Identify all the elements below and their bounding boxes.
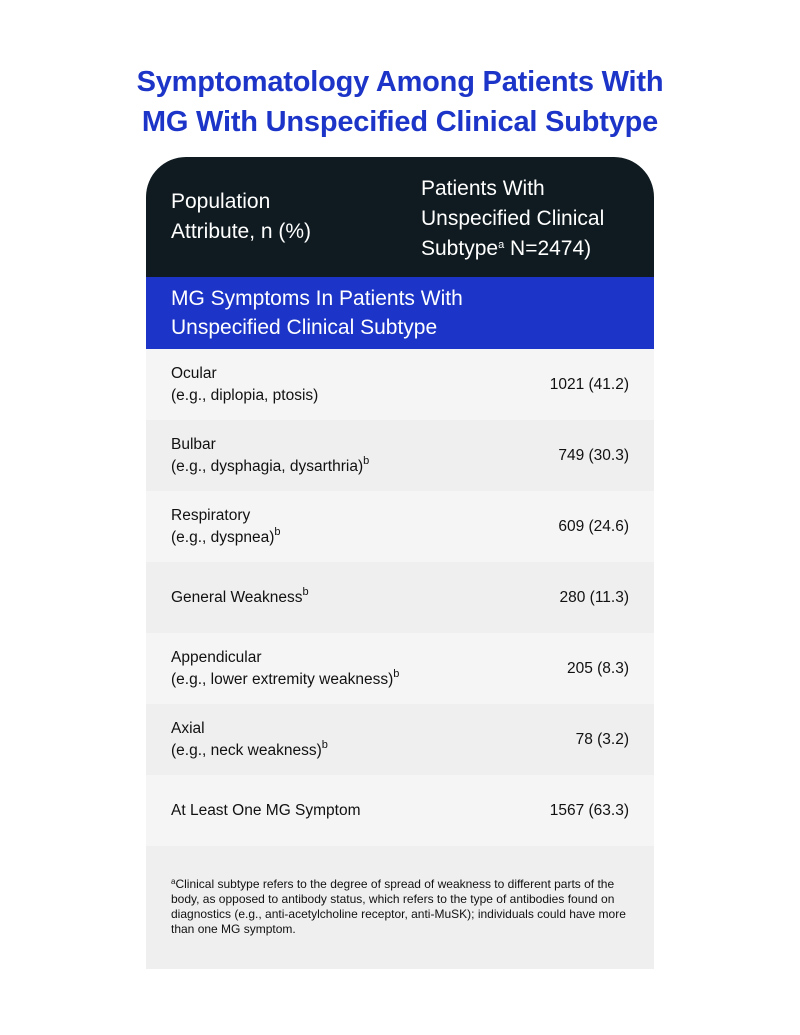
symptom-examples (171, 385, 318, 407)
patient-count: 205 (8.3) (566, 659, 629, 677)
row-label (171, 587, 309, 609)
header-footnote-marker: a (498, 239, 505, 251)
footnote-body: Clinical subtype refers to the degree of spread of weakness to different parts of the body, as opposed to antibody status, which refers to the type of antibodies found on diagnostics (e.g., anti-acetylcholine receptor, anti-MuSK); individuals could have more than one MG symptom. (171, 877, 626, 936)
patient-count: 1021 (41.2) (549, 375, 629, 393)
title-line-2: MG With Unspecified Clinical Subtype (141, 106, 659, 138)
section-title (171, 284, 531, 342)
symptom-name: Bulbar (171, 435, 216, 453)
symptom-name: At Least One MG Symptom (171, 801, 361, 819)
row-label (171, 434, 369, 478)
header-col2-line3-post: N=2474) (504, 237, 592, 260)
patient-count: 280 (11.3) (559, 588, 629, 606)
title-line-1: Symptomatology Among Patients With (136, 66, 664, 98)
row-label (171, 363, 318, 407)
section-line-2: Unspecified Clinical Subtype (171, 316, 438, 339)
table-header (146, 157, 654, 277)
symptom-examples-text: (e.g., neck weakness) (171, 741, 322, 759)
symptom-examples-text: (e.g., lower extremity weakness) (171, 670, 394, 688)
footnote-text (171, 877, 632, 937)
header-patients-unspecified (421, 174, 604, 264)
symptom-examples (171, 740, 328, 762)
table-body (146, 349, 654, 846)
row-label (171, 718, 328, 762)
table-row (146, 349, 654, 420)
row-label-line (171, 585, 309, 606)
table-row (146, 633, 654, 704)
symptom-name: Ocular (171, 364, 217, 382)
row-label (171, 505, 281, 549)
patient-count: 1567 (63.3) (549, 801, 629, 819)
footnote-marker: b (363, 454, 370, 467)
header-population-attribute (171, 187, 311, 247)
header-col1-line1: Population (171, 190, 271, 213)
symptom-table (146, 157, 654, 969)
header-col2-line3-pre: Subtype (421, 237, 499, 260)
symptom-examples-text: (e.g., diplopia, ptosis) (171, 386, 319, 404)
symptom-name: Respiratory (171, 506, 251, 524)
symptom-examples-text: (e.g., dyspnea) (171, 528, 275, 546)
section-line-1: MG Symptoms In Patients With (171, 287, 463, 310)
symptom-examples (171, 456, 369, 478)
table-row (146, 775, 654, 846)
section-header (146, 277, 654, 349)
footnote-marker: b (274, 525, 281, 538)
symptom-name: General Weakness (171, 588, 303, 606)
header-col2-line3 (421, 234, 604, 264)
patient-count: 749 (30.3) (558, 446, 629, 464)
footnote-marker: b (321, 738, 328, 751)
footnote (146, 846, 654, 969)
table-row (146, 562, 654, 633)
table-row (146, 491, 654, 562)
symptom-name: Axial (171, 719, 205, 737)
footnote-marker: b (393, 667, 400, 680)
patient-count: 609 (24.6) (558, 517, 629, 535)
footnote-marker: b (302, 585, 309, 598)
table-row (146, 420, 654, 491)
symptom-name: Appendicular (171, 648, 262, 666)
row-label (171, 800, 361, 822)
symptom-examples (171, 527, 281, 549)
symptom-examples-text: (e.g., dysphagia, dysarthria) (171, 457, 364, 475)
header-col1-line2: Attribute, n (%) (171, 220, 312, 243)
page-title (0, 62, 800, 142)
row-label (171, 647, 399, 691)
symptom-examples (171, 669, 399, 691)
header-col2-line2: Unspecified Clinical (421, 207, 605, 230)
header-col2-line1: Patients With (421, 177, 545, 200)
patient-count: 78 (3.2) (575, 730, 629, 748)
table-row (146, 704, 654, 775)
footnote-marker: a (171, 877, 176, 886)
